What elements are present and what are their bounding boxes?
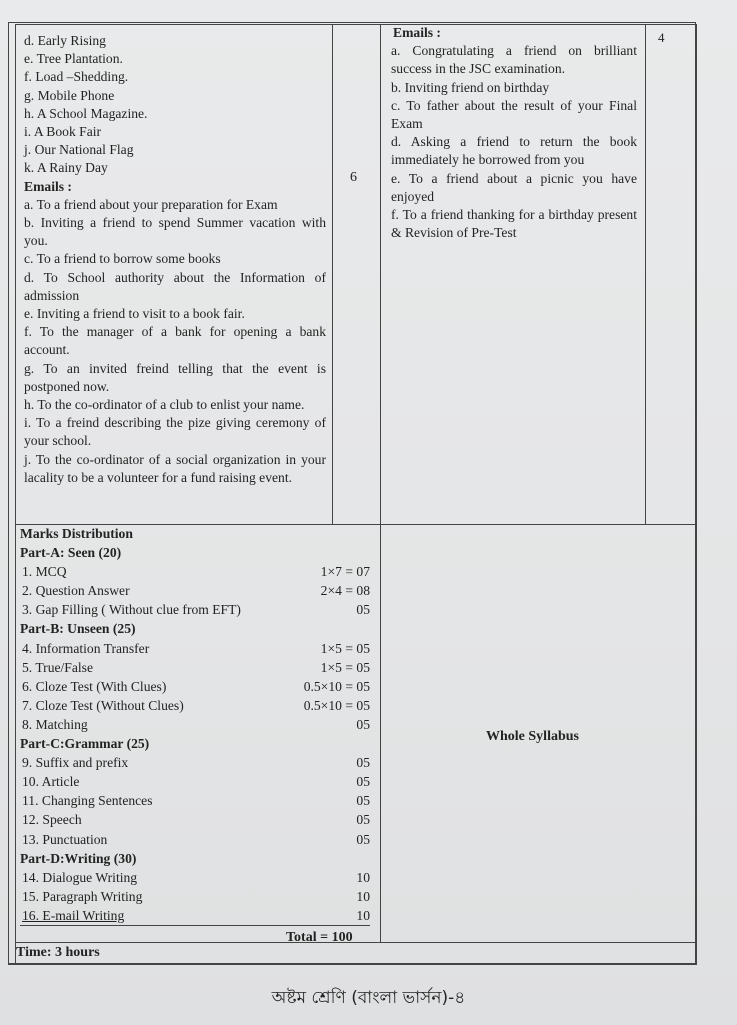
distribution-row (16, 810, 376, 829)
email-item: c. To a friend to borrow some books (24, 251, 221, 267)
row-label: 5. True/False (22, 659, 94, 675)
marks-distribution (16, 524, 376, 925)
distribution-title (16, 524, 376, 543)
topic-item: f. Load –Shedding. (24, 69, 129, 85)
row-label: 11. Changing Sentences (22, 793, 153, 809)
emails-heading: Emails : (24, 178, 72, 194)
grid-line (332, 24, 333, 524)
topic-item: e. Tree Plantation. (24, 51, 123, 67)
page-footer: অষ্টম শ্রেণি (বাংলা ভার্সন)-৪ (271, 988, 466, 1008)
email-item: i. To a freind describing the pize giving ceremony of your school. (24, 415, 326, 449)
row-marks: 10 (356, 907, 370, 923)
total: Total = 100 (286, 930, 353, 945)
row-marks: 10 (356, 888, 370, 904)
row-label: 10. Article (22, 774, 80, 790)
whole-syllabus: Whole Syllabus (486, 729, 579, 744)
row-label: Part-A: Seen (20) (20, 545, 122, 561)
time-label: Time: 3 hours (16, 945, 100, 960)
row-marks: 10 (356, 869, 370, 885)
distribution-row (16, 830, 376, 849)
distribution-row (16, 600, 376, 619)
distribution-row (16, 562, 376, 581)
part-heading (16, 619, 376, 638)
row-marks: 05 (356, 774, 370, 790)
emails-heading: Emails : (393, 25, 441, 40)
row-marks: 1×5 = 05 (320, 659, 370, 675)
row-label: 8. Matching (22, 716, 88, 732)
grid-line (15, 942, 697, 943)
row-label: Part-B: Unseen (25) (20, 621, 136, 637)
email-item: d. Asking a friend to return the book immediately he borrowed from you (391, 134, 637, 168)
distribution-row (16, 581, 376, 600)
part-heading (16, 543, 376, 562)
row-label: 1. MCQ (22, 564, 67, 580)
grid-line (8, 964, 697, 965)
distribution-row (16, 791, 376, 810)
row-marks: 05 (356, 793, 370, 809)
grid-line (645, 24, 646, 524)
email-item: f. To a friend thanking for a birthday present & Revision of Pre-Test (391, 207, 637, 241)
email-item: d. To School authority about the Information of admission (24, 269, 326, 303)
distribution-row (16, 677, 376, 696)
column-number: 4 (658, 30, 665, 45)
row-label: 15. Paragraph Writing (22, 888, 143, 904)
topic-item: h. A School Magazine. (24, 105, 148, 121)
email-item: b. Inviting friend on birthday (391, 79, 550, 95)
row-label: Part-C:Grammar (25) (20, 736, 150, 752)
row-marks: 1×5 = 05 (320, 640, 370, 656)
distribution-row (16, 696, 376, 715)
marks-value: 6 (350, 170, 357, 185)
email-item: e. Inviting a friend to visit to a book fair. (24, 306, 245, 322)
row-label: 3. Gap Filling ( Without clue from EFT) (22, 602, 241, 618)
grid-line (696, 24, 697, 964)
grid-line (380, 24, 381, 942)
email-item: b. Inviting a friend to spend Summer vacation with you. (24, 215, 326, 249)
topic-item: k. A Rainy Day (24, 160, 108, 176)
topic-item: g. Mobile Phone (24, 87, 115, 103)
row-label: 14. Dialogue Writing (22, 869, 138, 885)
row-label: Part-D:Writing (30) (20, 850, 137, 866)
row-marks: 05 (356, 831, 370, 847)
row-label: 12. Speech (22, 812, 82, 828)
row-marks: 0.5×10 = 05 (303, 697, 370, 713)
row-marks: 05 (356, 755, 370, 771)
total-rule (20, 925, 370, 926)
email-item: j. To the co-ordinator of a social organization in your lacality to be a volunteer for a fund raising event. (24, 451, 326, 485)
row-marks: 05 (356, 716, 370, 732)
email-item: a. To a friend about your preparation for Exam (24, 196, 278, 212)
distribution-row (16, 906, 376, 925)
email-item: h. To the co-ordinator of a club to enlist your name. (24, 397, 305, 413)
topic-item: i. A Book Fair (24, 124, 102, 140)
row-marks: 0.5×10 = 05 (303, 678, 370, 694)
topic-item: d. Early Rising (24, 33, 106, 48)
email-item: g. To an invited freind telling that the event is postponed now. (24, 360, 326, 394)
distribution-row (16, 772, 376, 791)
row-marks: 2×4 = 08 (320, 583, 370, 599)
distribution-row (16, 639, 376, 658)
row-label: 16. E-mail Writing (22, 907, 125, 923)
row-label: 6. Cloze Test (With Clues) (22, 678, 167, 694)
distribution-row (16, 753, 376, 772)
distribution-row (16, 658, 376, 677)
row-label: 4. Information Transfer (22, 640, 150, 656)
row-marks: 05 (356, 602, 370, 618)
distribution-row (16, 715, 376, 734)
right-column (391, 24, 637, 242)
row-marks: 05 (356, 812, 370, 828)
part-heading (16, 734, 376, 753)
row-label: 2. Question Answer (22, 583, 130, 599)
distribution-row (16, 868, 376, 887)
email-item: e. To a friend about a picnic you have enjoyed (391, 170, 637, 204)
topic-item: j. Our National Flag (24, 142, 134, 158)
row-label: 9. Suffix and prefix (22, 755, 129, 771)
email-item: f. To the manager of a bank for opening a bank account. (24, 324, 326, 358)
distribution-row (16, 887, 376, 906)
row-label: 7. Cloze Test (Without Clues) (22, 697, 184, 713)
email-item: c. To father about the result of your Final Exam (391, 97, 637, 132)
email-item: a. Congratulating a friend on brilliant success in the JSC examination. (391, 43, 637, 77)
row-marks: 1×7 = 07 (320, 564, 370, 580)
distribution-title-text: Marks Distribution (20, 526, 133, 541)
part-heading (16, 849, 376, 868)
left-column (24, 32, 326, 487)
row-label: 13. Punctuation (22, 831, 108, 847)
